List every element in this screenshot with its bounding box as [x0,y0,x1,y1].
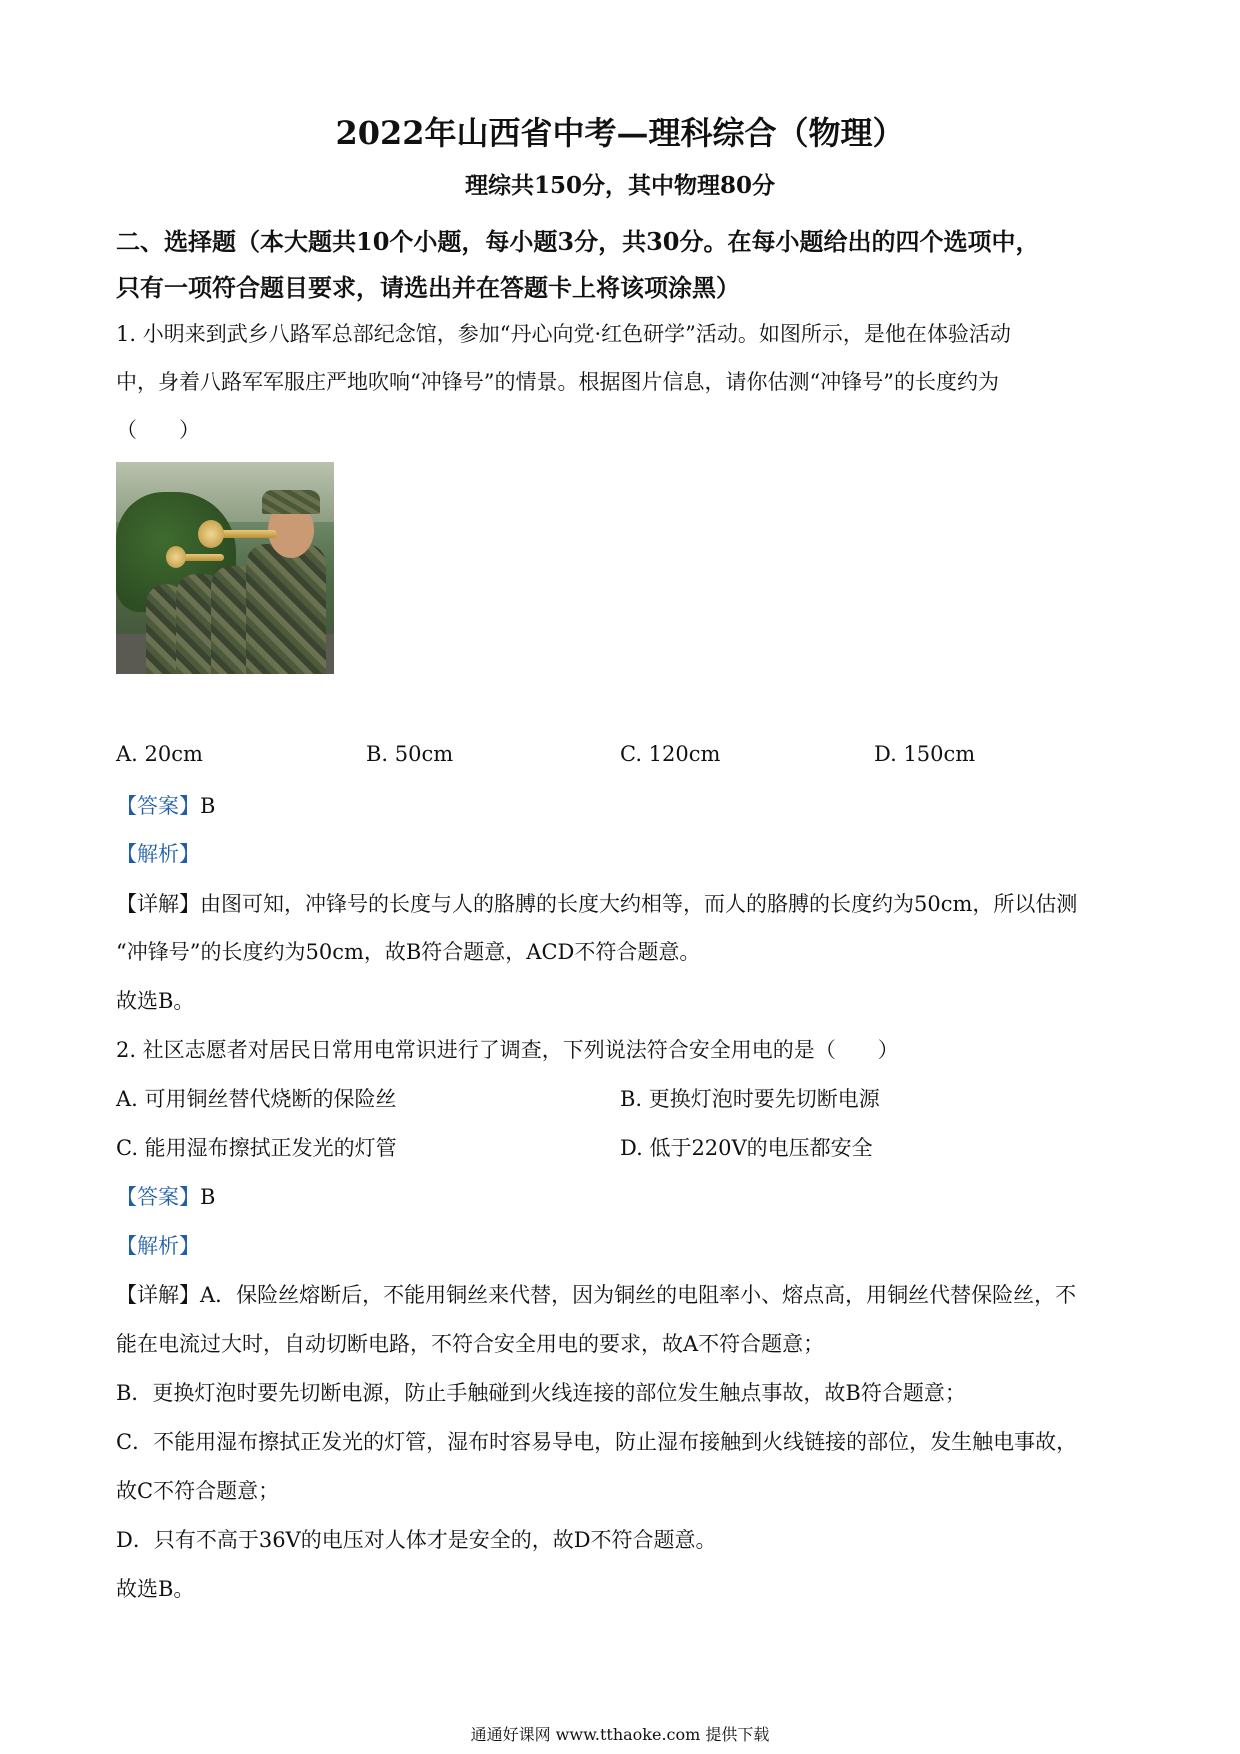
q1-stem-line3: （ ） [116,418,200,442]
q1-analysis-tag: 【解析】 [116,842,200,866]
q1-stem-line1: 1. 小明来到武乡八路军总部纪念馆，参加“丹心向党·红色研学”活动。如图所示，是他在体验活动 [116,322,1011,346]
q2-stem: 2. 社区志愿者对居民日常用电常识进行了调查，下列说法符合安全用电的是（ ） [116,1038,899,1062]
q1-conclusion: 故选B。 [116,989,195,1013]
detail-text: 由图可知，冲锋号的长度与人的胳膊的长度大约相等，而人的胳膊的长度约为50cm，所以估测 [200,892,1078,916]
q2-detail-c1: C．不能用湿布擦拭正发光的灯管，湿布时容易导电，防止湿布接触到火线链接的部位，发生触电事故， [116,1430,1078,1454]
detail-tag: 【详解】 [116,1283,200,1307]
detail-text: A．保险丝熔断后，不能用铜丝来代替，因为铜丝的电阻率小、熔点高，用铜丝代替保险丝，不 [200,1283,1077,1307]
detail-tag: 【详解】 [116,892,200,916]
q2-detail-c2: 故C不符合题意； [116,1479,280,1503]
answer-value: B [200,794,216,818]
answer-tag: 【答案】 [116,1185,200,1209]
page-title: 2022年山西省中考—理科综合（物理） [335,114,905,152]
q2-detail-a1 [116,1279,1076,1309]
q1-option-d: D. 150cm [874,742,976,766]
q2-detail-b: B．更换灯泡时要先切断电源，防止手触碰到火线连接的部位发生触点事故，故B符合题意； [116,1381,966,1405]
answer-tag: 【答案】 [116,794,200,818]
q1-detail-line1 [116,888,1077,918]
q2-option-c: C. 能用湿布擦拭正发光的灯管 [116,1136,397,1160]
bugle-soldiers-photo [116,462,334,674]
q2-detail-a2: 能在电流过大时，自动切断电路，不符合安全用电的要求，故A不符合题意； [116,1332,825,1356]
section-heading-line2: 只有一项符合题目要求，请选出并在答题卡上将该项涂黑） [116,273,740,302]
q1-option-b: B. 50cm [366,742,454,766]
q1-detail-line2: “冲锋号”的长度约为50cm，故B符合题意，ACD不符合题意。 [116,940,701,964]
section-heading-line1: 二、选择题（本大题共10个小题，每小题3分，共30分。在每小题给出的四个选项中， [116,227,1040,256]
q2-detail-d: D．只有不高于36V的电压对人体才是安全的，故D不符合题意。 [116,1528,717,1552]
page-footer: 通通好课网 www.tthaoke.com 提供下载 [470,1725,770,1744]
q2-option-b: B. 更换灯泡时要先切断电源 [620,1087,880,1111]
answer-value: B [200,1185,216,1209]
page-subtitle: 理综共150分，其中物理80分 [464,172,776,199]
q2-answer [116,1181,215,1211]
q1-answer [116,790,215,820]
q1-option-c: C. 120cm [620,742,721,766]
q2-option-d: D. 低于220V的电压都安全 [620,1136,873,1160]
q2-option-a: A. 可用铜丝替代烧断的保险丝 [116,1087,397,1111]
q1-stem-line2: 中，身着八路军军服庄严地吹响“冲锋号”的情景。根据图片信息，请你估测“冲锋号”的长度约为 [116,370,999,394]
q2-analysis-tag: 【解析】 [116,1234,200,1258]
q2-conclusion: 故选B。 [116,1577,195,1601]
q1-option-a: A. 20cm [116,742,203,766]
